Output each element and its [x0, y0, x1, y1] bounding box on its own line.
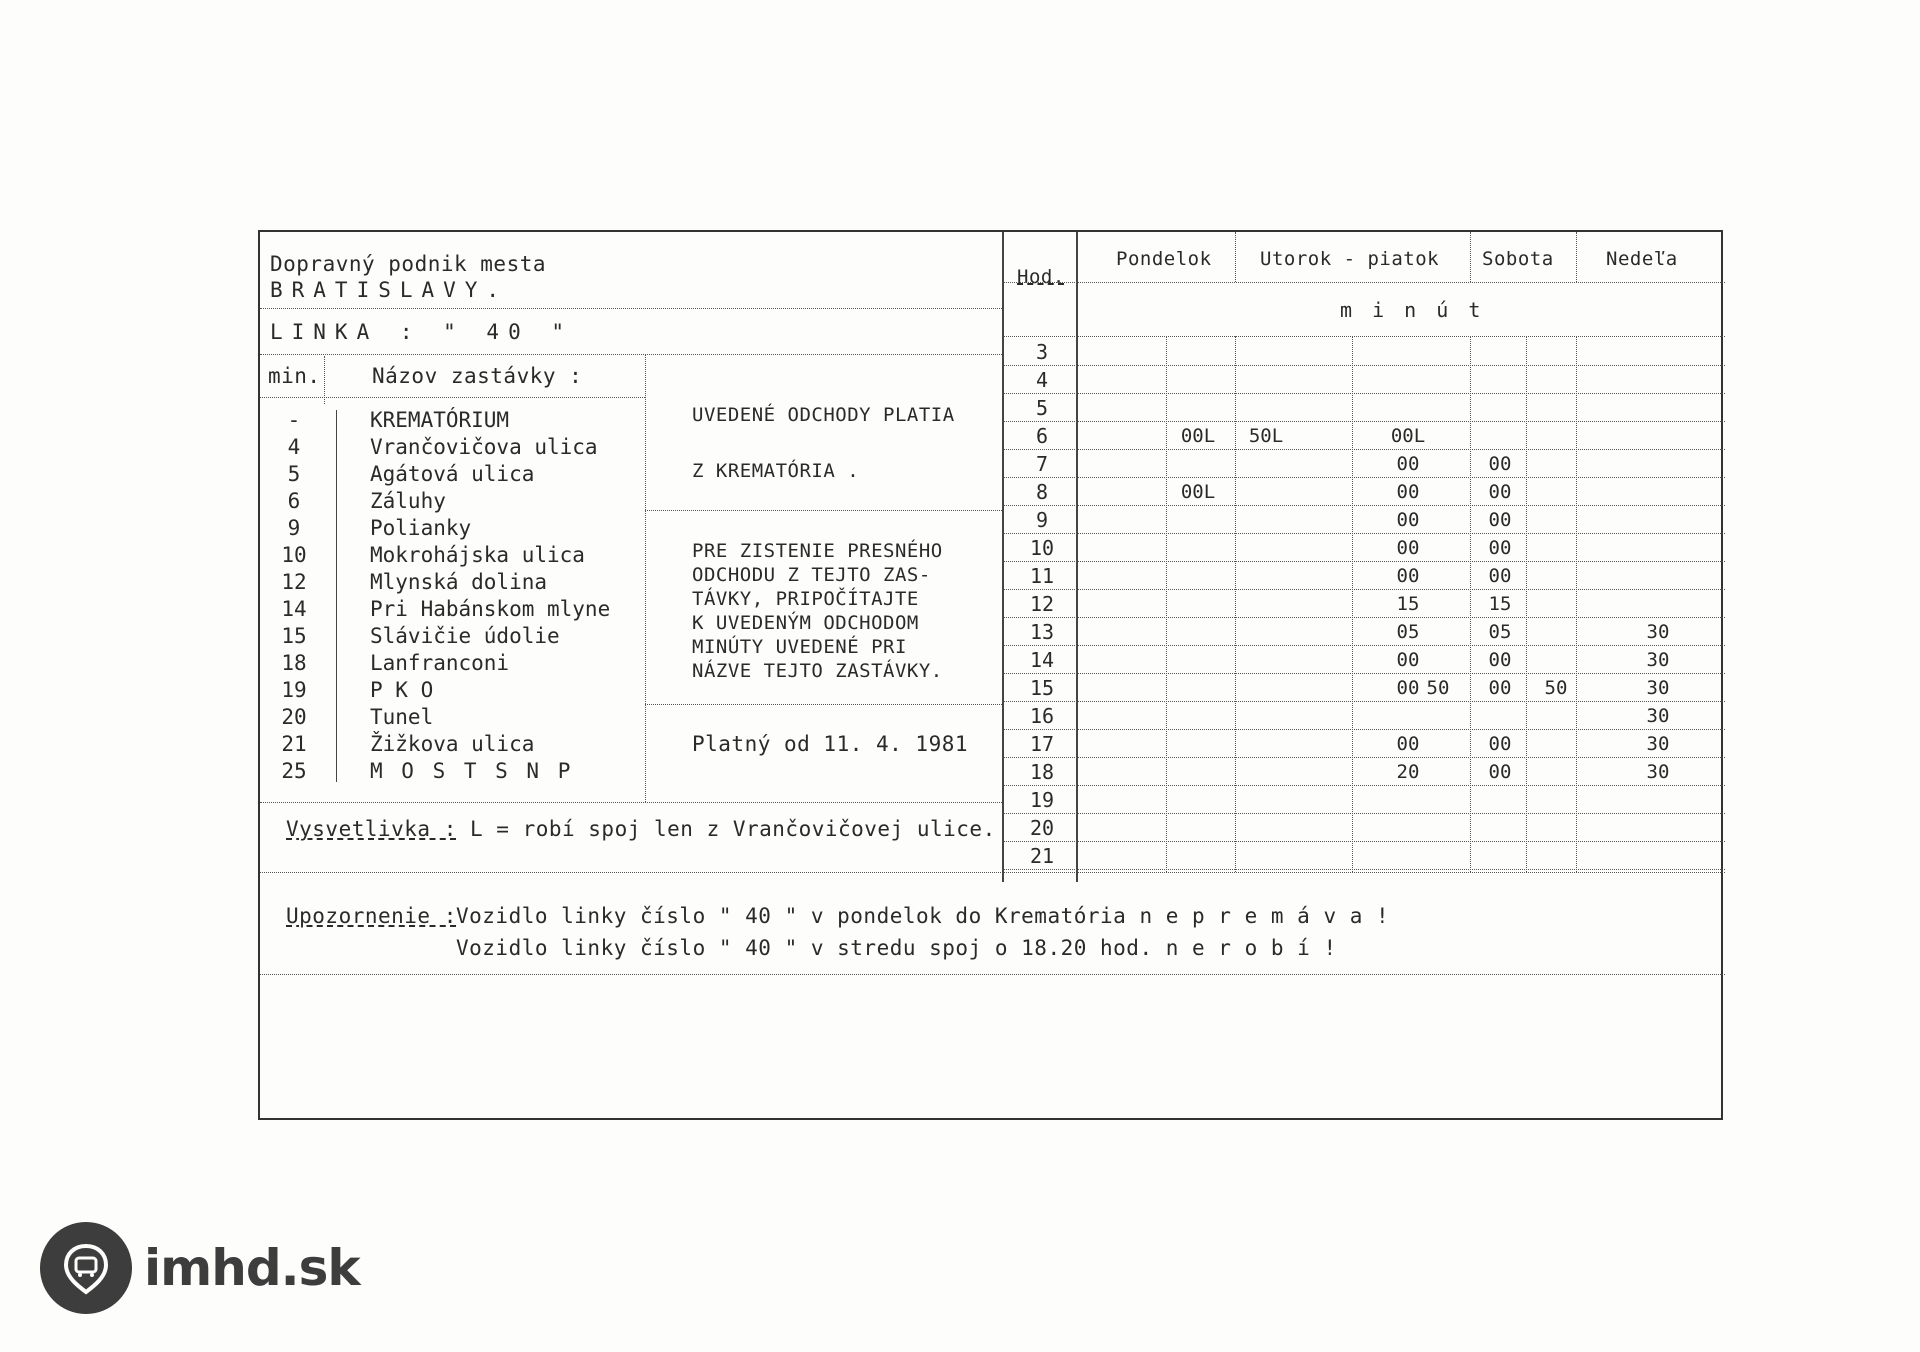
minute-cell: 00 — [1488, 453, 1512, 475]
imhd-logo — [40, 1222, 360, 1314]
minute-cell: 30 — [1646, 621, 1670, 643]
valid-from: Platný od 11. 4. 1981 — [692, 732, 969, 756]
divider — [1576, 232, 1577, 282]
minute-cell: 00 — [1396, 509, 1420, 531]
minute-cell: 00 — [1396, 481, 1420, 503]
divider — [1002, 785, 1725, 786]
minute-cell: 00 — [1396, 565, 1420, 587]
divider — [260, 802, 1002, 803]
divider — [1002, 589, 1725, 590]
minute-cell: 00L — [1180, 425, 1216, 447]
minute-cell: 00 — [1488, 733, 1512, 755]
col-min-header: min. — [268, 364, 321, 388]
hour-label: 3 — [1035, 340, 1049, 364]
divider — [645, 510, 1002, 511]
divider — [1002, 282, 1725, 283]
minute-cell: 05 — [1488, 621, 1512, 643]
minute-cell: 30 — [1646, 733, 1670, 755]
warning-label: Upozornenie : — [286, 904, 457, 928]
imhd-logo-icon — [40, 1222, 132, 1314]
hour-label: 10 — [1029, 536, 1055, 560]
minute-cell: 00 — [1488, 649, 1512, 671]
day-header-tue-fri: Utorok - piatok — [1260, 248, 1440, 270]
divider — [1235, 232, 1236, 282]
minute-cell: 20 — [1396, 761, 1420, 783]
minute-cell: 50 — [1544, 677, 1568, 699]
hour-label: 5 — [1035, 396, 1049, 420]
divider — [1002, 869, 1725, 870]
minute-cell: 30 — [1646, 649, 1670, 671]
divider — [260, 308, 1002, 309]
note1-line1: UVEDENÉ ODCHODY PLATIA — [692, 404, 955, 426]
minute-cell: 15 — [1396, 593, 1420, 615]
minute-cell: 15 — [1488, 593, 1512, 615]
divider — [1002, 477, 1725, 478]
minute-cell: 00 — [1396, 537, 1420, 559]
imhd-brand: imhd.sk — [144, 1239, 360, 1297]
divider — [1002, 533, 1725, 534]
divider — [1002, 617, 1725, 618]
divider — [260, 354, 1002, 355]
divider — [1352, 336, 1353, 872]
day-header-saturday: Sobota — [1482, 248, 1554, 270]
minute-cell: 05 — [1396, 621, 1420, 643]
minute-cell: 00L — [1180, 481, 1216, 503]
divider — [1002, 757, 1725, 758]
hour-label: 21 — [1029, 844, 1055, 868]
hour-label: 15 — [1029, 676, 1055, 700]
warning-line1: Vozidlo linky číslo " 40 " v pondelok do Krematória n e p r e m á v a ! — [456, 904, 1390, 928]
minute-cell: 00 — [1488, 565, 1512, 587]
divider — [260, 974, 1725, 975]
divider — [1470, 336, 1471, 872]
bus-pin-icon — [58, 1240, 114, 1296]
minute-cell: 00 — [1396, 649, 1420, 671]
divider — [1235, 336, 1236, 872]
hour-label: 11 — [1029, 564, 1055, 588]
line-label: LINKA : " 40 " — [270, 320, 574, 344]
divider — [645, 354, 646, 802]
minute-cell: 30 — [1646, 761, 1670, 783]
minute-cell: 50 — [1426, 677, 1450, 699]
minute-cell: 00 — [1488, 509, 1512, 531]
hour-label: 17 — [1029, 732, 1055, 756]
day-header-sunday: Nedeľa — [1606, 248, 1678, 270]
hour-label: 8 — [1035, 480, 1049, 504]
day-header-monday: Pondelok — [1116, 248, 1212, 270]
divider — [1002, 505, 1725, 506]
legend-text: L = robí spoj len z Vrančovičovej ulice. — [470, 817, 996, 841]
divider — [1002, 365, 1725, 366]
minute-cell: 50L — [1248, 425, 1284, 447]
hour-label: 13 — [1029, 620, 1055, 644]
divider — [1470, 232, 1471, 282]
hour-label: 16 — [1029, 704, 1055, 728]
divider — [1002, 449, 1725, 450]
divider — [1002, 336, 1725, 337]
divider — [1002, 729, 1725, 730]
divider — [1002, 645, 1725, 646]
hour-label: 7 — [1035, 452, 1049, 476]
hour-label: 19 — [1029, 788, 1055, 812]
minute-cell: 30 — [1646, 705, 1670, 727]
timetable-sheet: Dopravný podnik mesta BRATISLAVY. LINKA : " 40 " min. Názov zastávky : - KREMATÓRIUM 4 Vrančovičova ulica 5 Agátová ulica 6 Záluhy 9 Polianky 10 Mokrohájska ulica 12 Mlynská dolina 14 Pri Habánskom mlyne 15 Slávičie údolie 18 Lanfranconi 19 P K O 20 Tunel 21 Žižkova ulica 25 M O S T S N P UVEDENÉ ODCHODY PLATIA Z KREMATÓRIA . PRE ZISTENIE PRESNÉHO ODCHODU Z TEJTO ZAS- TÁVKY, PRIPOČÍTAJTE K UVEDENÝM ODCHODOM MINÚTY UVEDENÉ PRI NÁZVE TEJTO ZASTÁVKY. Platný od 11. 4. 1981 Vysvetlivka : L = robí spoj len z Vrančovičovej ulice. Hod. Pondelok Utorok - piatok Sobota Nedeľa m i n ú t 3 4 5 6 00L 50L 00L 7 00 00 8 00L 00 00 9 00 00 10 00 00 11 00 00 12 15 15 13 05 05 30 14 00 00 30 15 00 50 00 50 30 16 30 17 00 00 30 18 20 00 30 19 20 21 Upozornenie : Vozidlo linky číslo " 40 " v pondelok do Krematória n e p r e m á v a ! Vozidlo linky číslo " 40 " v stredu spoj o 18.20 hod. n e r o b í ! — [258, 230, 1723, 1120]
divider — [1002, 701, 1725, 702]
minute-cell: 00 — [1488, 761, 1512, 783]
hour-label: 20 — [1029, 816, 1055, 840]
divider — [260, 397, 645, 398]
divider — [1576, 336, 1577, 872]
company-line1: Dopravný podnik mesta — [270, 252, 547, 276]
minute-cell: 00 — [1488, 677, 1512, 699]
divider — [1002, 561, 1725, 562]
divider — [1002, 393, 1725, 394]
divider — [1166, 336, 1167, 872]
hour-label: 6 — [1035, 424, 1049, 448]
legend-label: Vysvetlivka : — [286, 817, 457, 841]
minute-cell: 00 — [1488, 537, 1512, 559]
minute-cell: 00 — [1396, 677, 1420, 699]
minute-cell: 00 — [1488, 481, 1512, 503]
hour-label: 18 — [1029, 760, 1055, 784]
minute-cell: 00L — [1390, 425, 1426, 447]
divider — [1002, 813, 1725, 814]
stop-line — [336, 410, 337, 782]
minute-cell: 00 — [1396, 733, 1420, 755]
hour-header: Hod. — [1017, 266, 1065, 288]
hour-label: 12 — [1029, 592, 1055, 616]
minute-cell: 30 — [1646, 677, 1670, 699]
divider — [1002, 421, 1725, 422]
minute-cell: 00 — [1396, 453, 1420, 475]
col-name-header: Názov zastávky : — [372, 364, 583, 388]
divider — [260, 872, 1725, 873]
warning-line2: Vozidlo linky číslo " 40 " v stredu spoj o 18.20 hod. n e r o b í ! — [456, 936, 1337, 960]
minutes-header: m i n ú t — [1340, 298, 1485, 322]
company-line2: BRATISLAVY. — [270, 278, 509, 302]
divider — [1002, 673, 1725, 674]
hour-label: 4 — [1035, 368, 1049, 392]
hour-label: 9 — [1035, 508, 1049, 532]
divider — [645, 704, 1002, 705]
divider — [1002, 841, 1725, 842]
hour-label: 14 — [1029, 648, 1055, 672]
note1-line2: Z KREMATÓRIA . — [692, 460, 860, 482]
